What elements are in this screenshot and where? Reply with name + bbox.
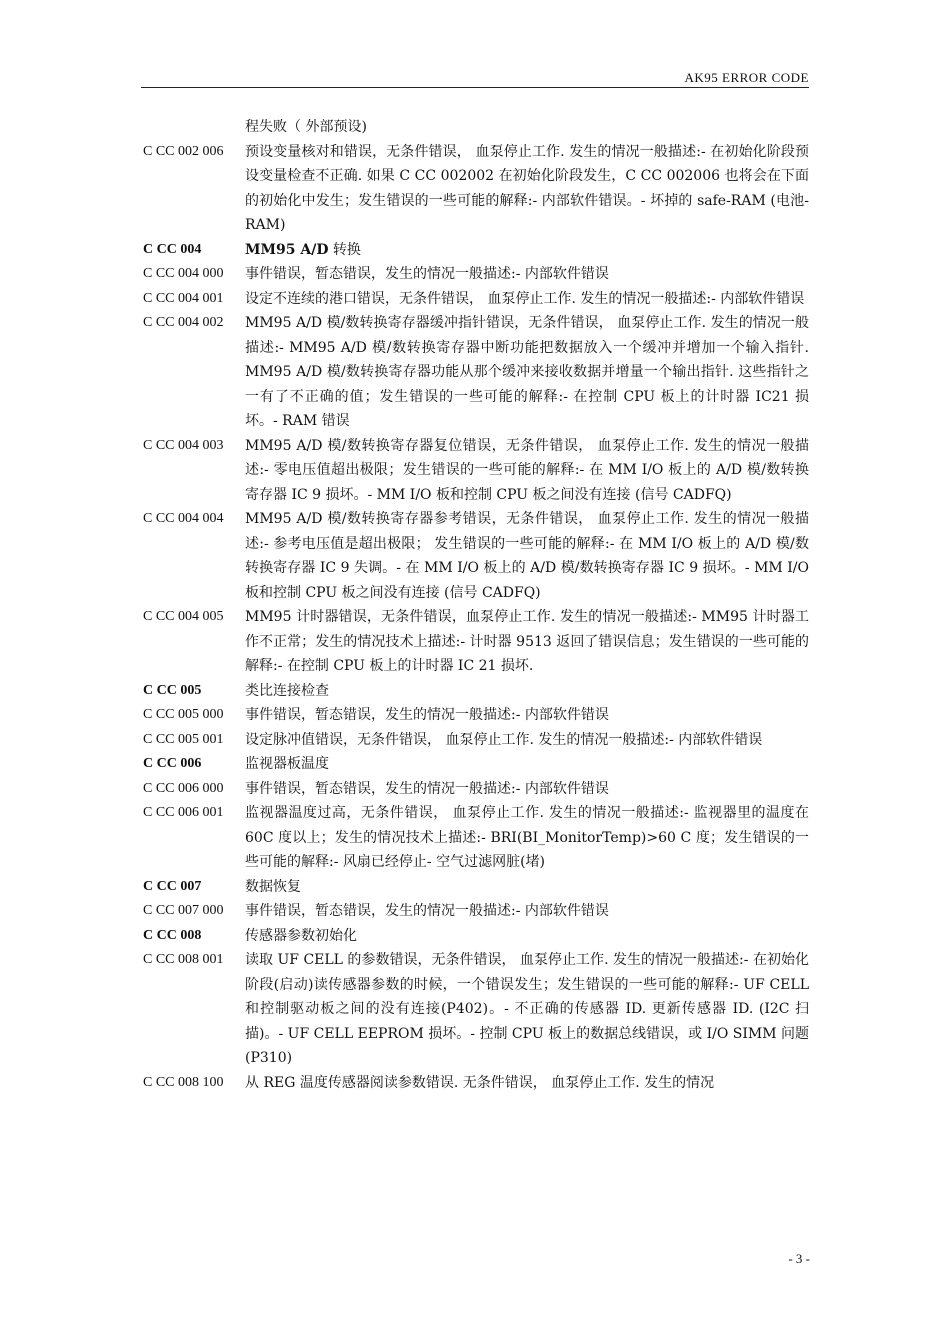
error-code [143,115,245,140]
error-description: 事件错误，暂态错误，发生的情况一般描述:- 内部软件错误 [245,707,609,723]
error-code: C CC 004 000 [143,266,224,281]
list-item [143,311,809,434]
list-item [143,434,809,508]
section-title-bold: MM95 A/D [245,241,329,258]
section-heading [143,238,809,263]
document-header: AK95 ERROR CODE [684,70,809,85]
section-title [245,924,809,949]
section-title [245,679,809,704]
section-heading [143,875,809,900]
list-item [143,728,809,753]
error-description: MM95 A/D 模/数转换寄存器缓冲指针错误，无条件错误， 血泵停止工作. 发生的情况一般描述:- MM95 A/D 模/数转换寄存器中断功能把数据放入一个缓冲并增加一个输入指针. MM95 A/D 模/数转换寄存器功能从那个缓冲来接收数据并增量一个输出指针. 这些指针之一有了不正确的值；发生错误的一些可能的解释:- 在控制 CPU 板上的计时器 IC21 损坏。- RAM 错误 [245,315,809,429]
page-number: - 3 - [788,1251,810,1266]
error-description: 事件错误，暂态错误，发生的情况一般描述:- 内部软件错误 [245,903,609,919]
error-description: 事件错误，暂态错误，发生的情况一般描述:- 内部软件错误 [245,780,609,797]
error-code-list [143,115,809,1095]
list-item [143,703,809,728]
error-description: MM95 计时器错误，无条件错误，血泵停止工作. 发生的情况一般描述:- MM95 计时器工作不正常；发生的情况技术上描述:- 计时器 9513 返回了错误信息；发生错误的一些可能的解释:- 在控制 CPU 板上的计时器 IC 21 损坏. [245,609,809,674]
list-item [143,1071,809,1096]
error-code: C CC 005 001 [143,731,224,747]
error-description: MM95 A/D 模/数转换寄存器复位错误，无条件错误， 血泵停止工作. 发生的情况一般描述:- 零电压值超出极限；发生错误的一些可能的解释:- 在 MM I/O 板上的 A/D 模/数转换寄存器 IC 9 损坏。- MM I/O 板和控制 CPU 板之间没有连接 (信号 CADFQ) [245,437,809,503]
section-code: C CC 004 [143,241,202,257]
section-code: C CC 006 [143,756,202,771]
list-item [143,899,809,924]
error-code: C CC 007 000 [143,903,224,918]
error-description: 读取 UF CELL 的参数错误，无条件错误， 血泵停止工作. 发生的情况一般描述:- 在初始化阶段(启动)读传感器参数的时候，一个错误发生；发生错误的一些可能的解释:- UF CELL 和控制驱动板之间的没有连接(P402)。- 不正确的传感器 ID. 更新传感器 ID. (I2C 扫描)。- UF CELL EEPROM 损坏。- 控制 CPU 板上的数据总线错误，或 I/O SIMM 问题(P310) [245,952,809,1066]
error-description: MM95 A/D 模/数转换寄存器参考错误，无条件错误， 血泵停止工作. 发生的情况一般描述:- 参考电压值是超出极限； 发生错误的一些可能的解释:- 在 MM I/O 板上的 A/D 模/数转换寄存器 IC 9 失调。- 在 MM I/O 板上的 A/D 模/数转换寄存器 IC 9 损坏。- MM I/O 板和控制 CPU 板之间没有连接 (信号 CADFQ) [245,511,809,601]
list-item [143,115,809,140]
list-item [143,605,809,679]
list-item [143,140,809,238]
section-code: C CC 005 [143,682,202,698]
error-description: 监视器温度过高，无条件错误， 血泵停止工作. 发生的情况一般描述:- 监视器里的温度在 60C 度以上；发生的情况技术上描述:- BRI(BI_MonitorTemp)>60 C 度；发生错误的一些可能的解释:- 风扇已经停止- 空气过滤网脏(堵) [245,805,809,870]
list-item [143,801,809,875]
section-heading [143,752,809,777]
section-title [245,752,809,777]
list-item [143,262,809,287]
error-description: 事件错误，暂态错误，发生的情况一般描述:- 内部软件错误 [245,266,609,282]
error-description: 设定脉冲值错误，无条件错误， 血泵停止工作. 发生的情况一般描述:- 内部软件错误 [245,731,763,748]
list-item [143,777,809,802]
error-description: 设定不连续的港口错误，无条件错误， 血泵停止工作. 发生的情况一般描述:- 内部软件错误 [245,290,805,307]
list-item [143,507,809,605]
error-code: C CC 004 004 [143,511,224,526]
error-code: C CC 004 002 [143,315,224,330]
section-title-rest: 转换 [328,241,361,258]
error-code: C CC 008 001 [143,952,224,967]
section-title [245,875,809,900]
error-code: C CC 004 003 [143,437,224,453]
list-item [143,948,809,1071]
error-code: C CC 006 001 [143,805,224,820]
error-code: C CC 006 000 [143,780,224,796]
error-code: C CC 004 001 [143,290,224,306]
section-title-rest: 类比连接检查 [245,682,329,699]
error-code: C CC 008 100 [143,1074,224,1090]
section-heading [143,924,809,949]
section-title-rest: 数据恢复 [245,878,301,895]
error-code: C CC 002 006 [143,143,224,159]
header-rule [141,87,809,88]
error-code: C CC 005 000 [143,707,224,722]
error-code: C CC 004 005 [143,609,224,624]
section-code: C CC 007 [143,878,202,894]
section-heading [143,679,809,704]
error-description: 从 REG 温度传感器阅读参数错误. 无条件错误， 血泵停止工作. 发生的情况 [245,1074,715,1091]
list-item [143,287,809,312]
section-title [245,238,809,263]
section-code: C CC 008 [143,927,202,943]
section-title-rest: 监视器板温度 [245,756,329,772]
error-description: 程失败（ 外部预设) [245,119,367,135]
section-title-rest: 传感器参数初始化 [245,927,357,944]
error-description: 预设变量核对和错误，无条件错误， 血泵停止工作. 发生的情况一般描述:- 在初始化阶段预设变量检查不正确. 如果 C CC 002002 在初始化阶段发生，C CC 002006 也将会在下面的初始化中发生；发生错误的一些可能的解释:- 内部软件错误。- 坏掉的 safe-RAM (电池- RAM) [245,143,809,233]
